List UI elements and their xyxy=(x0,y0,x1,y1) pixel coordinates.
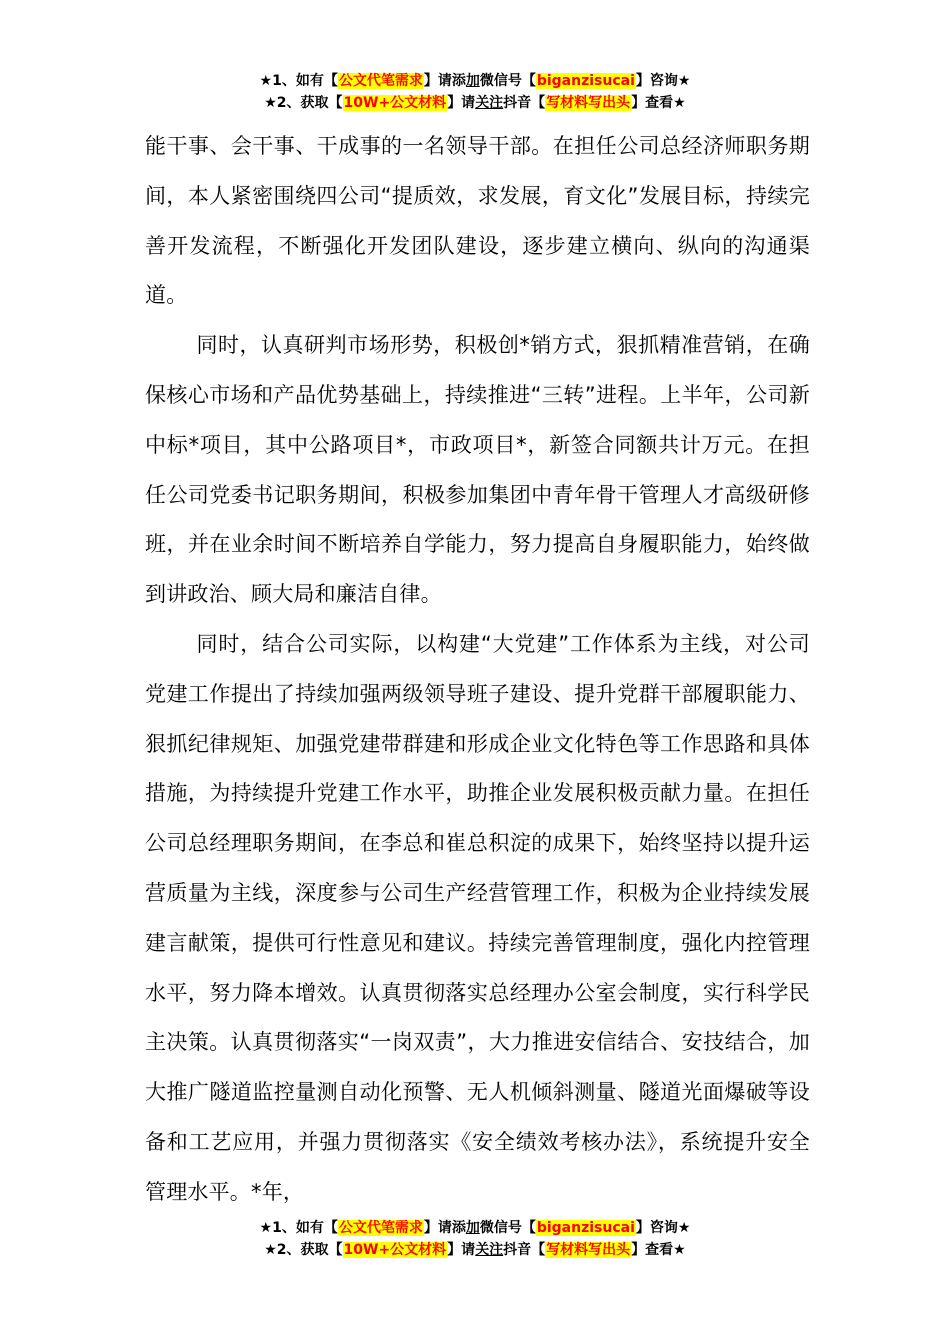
highlight-materials: 10W+公文材料 xyxy=(343,95,447,111)
banner-text: ★1、如有【 xyxy=(259,1220,338,1236)
highlight-wechat-id: biganzisucai xyxy=(536,73,635,89)
banner-text: 】请 xyxy=(447,95,476,111)
banner-text: ★2、获取【 xyxy=(264,95,343,111)
banner-text: ★1、如有【 xyxy=(259,73,338,89)
banner-text: ★2、获取【 xyxy=(264,1242,343,1258)
banner-line-1 xyxy=(0,1217,950,1239)
highlight-service: 公文代笔需求 xyxy=(338,73,423,89)
header-banner xyxy=(0,70,950,114)
paragraph: 同时，认真研判市场形势，积极创*销方式，狠抓精准营销，在确保核心市场和产品优势基础上，持续推进“三转”进程。上半年，公司新中标*项目，其中公路项目*，市政项目*，新签合同额共计万元。在担任公司党委书记职务期间，积极参加集团中青年骨干管理人才高级研修班，并在业余时间不断培养自学能力，努力提高自身履职能力，始终做到讲政治、顾大局和廉洁自律。 xyxy=(145,333,810,607)
banner-text: 微信号【 xyxy=(479,73,536,89)
highlight-service: 公文代笔需求 xyxy=(338,1220,423,1236)
banner-text: 微信号【 xyxy=(479,1220,536,1236)
underlined-text: 加 xyxy=(465,1220,480,1236)
underlined-text: 加 xyxy=(465,73,480,89)
banner-text: 】咨询★ xyxy=(635,1220,691,1236)
banner-text: 抖音【 xyxy=(503,95,546,111)
paragraph: 能干事、会干事、干成事的一名领导干部。在担任公司总经济师职务期间，本人紧密围绕四公司“提质效，求发展，育文化”发展目标，持续完善开发流程，不断强化开发团队建设，逐步建立横向、纵向的沟通渠道。 xyxy=(145,134,810,308)
banner-line-2 xyxy=(0,92,950,114)
banner-text: 】请 xyxy=(447,1242,476,1258)
banner-text: 】咨询★ xyxy=(635,73,691,89)
underlined-text: 关注 xyxy=(475,95,504,111)
banner-text: 】请添 xyxy=(423,73,466,89)
document-body xyxy=(145,122,810,1218)
highlight-douyin-account: 写材料写出头 xyxy=(546,95,631,111)
footer-banner xyxy=(0,1217,950,1261)
banner-line-1 xyxy=(0,70,950,92)
banner-text: 】请添 xyxy=(423,1220,466,1236)
banner-line-2 xyxy=(0,1239,950,1261)
highlight-materials: 10W+公文材料 xyxy=(343,1242,447,1258)
banner-text: 】查看★ xyxy=(631,1242,686,1258)
highlight-douyin-account: 写材料写出头 xyxy=(546,1242,631,1258)
paragraph: 同时，结合公司实际，以构建“大党建”工作体系为主线，对公司党建工作提出了持续加强两级领导班子建设、提升党群干部履职能力、狠抓纪律规矩、加强党建带群建和形成企业文化特色等工作思路和具体措施，为持续提升党建工作水平，助推企业发展积极贡献力量。在担任公司总经理职务期间，在李总和崔总积淀的成果下，始终坚持以提升运营质量为主线，深度参与公司生产经营管理工作，积极为企业持续发展建言献策，提供可行性意见和建议。持续完善管理制度，强化内控管理水平，努力降本增效。认真贯彻落实总经理办公室会制度，实行科学民主决策。认真贯彻落实“一岗双责”，大力推进安信结合、安技结合，加大推广隧道监控量测自动化预警、无人机倾斜测量、隧道光面爆破等设备和工艺应用，并强力贯彻落实《安全绩效考核办法》，系统提升安全管理水平。*年， xyxy=(145,631,810,1204)
underlined-text: 关注 xyxy=(475,1242,504,1258)
banner-text: 抖音【 xyxy=(503,1242,546,1258)
banner-text: 】查看★ xyxy=(631,95,686,111)
highlight-wechat-id: biganzisucai xyxy=(536,1220,635,1236)
